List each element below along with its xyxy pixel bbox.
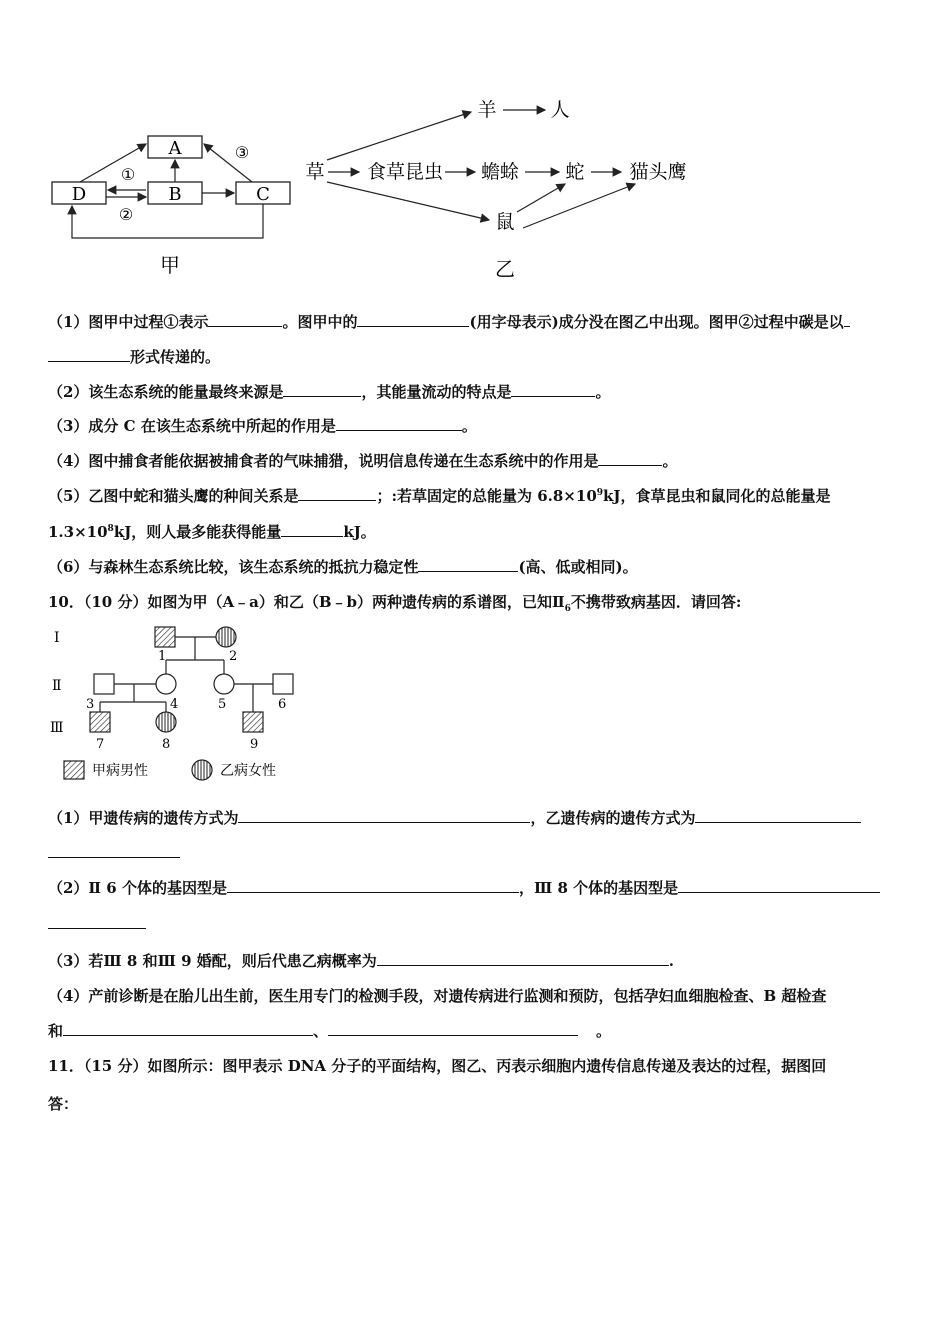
q10-part1-line1 [48,808,861,828]
individual-3-male [94,674,114,694]
arrow-grass-mouse [327,182,489,220]
label-7: 7 [96,737,105,752]
legend-male-label: 甲病男性 [92,763,148,779]
q9-part1-line2 [48,347,220,367]
q10-p4a: （4）产前诊断是在胎儿出生前，医生用专门的检测手段，对遗传病进行监测和预防，包括孕妇血细胞检查、B 超检查 [48,987,827,1005]
q10-p4c: 、 [313,1022,329,1040]
figure-yi [295,88,715,283]
generation-3: Ⅲ [50,720,64,736]
blank[interactable] [336,416,462,431]
individual-2-affected-female [216,627,236,647]
q9-p1b: 。图甲中的 [282,313,358,331]
label-8: 8 [162,737,171,752]
q10-p3a: （3）若Ⅲ 8 和Ⅲ 9 婚配，则后代患乙病概率为 [48,952,377,970]
arrow-grass-sheep [327,112,471,160]
q9-part3 [48,416,477,436]
q11-text-1: 11．（15 分）如图所示：图甲表示 DNA 分子的平面结构，图乙、丙表示细胞内遗传信息传递及表达的过程，据图回 [48,1057,827,1075]
q9-p3b: 。 [461,417,477,435]
q9-p4a: （4）图中捕食者能依据被捕食者的气味捕猎，说明信息传递在生态系统中的作用是 [48,452,599,470]
q9-p1a: （1）图甲中过程①表示 [48,313,209,331]
blank[interactable] [695,808,861,823]
legend-male-swatch [64,761,84,779]
label-9: 9 [250,737,259,752]
individual-1-affected-male [155,627,175,647]
q10-p3b: . [668,952,674,970]
q9-part1-line1 [48,312,850,332]
q10-part2-line1 [48,878,880,898]
q9-p6a: （6）与森林生态系统比较，该生态系统的抵抗力稳定性 [48,558,419,576]
process-label-1: ① [120,165,136,184]
q9-p2c: 。 [595,383,611,401]
q10-part1-line2 [48,843,180,863]
q10-p4d: 。 [596,1022,612,1040]
q9-p5f: kJ。 [343,523,376,541]
individual-5-female [214,674,234,694]
q9-part5-line2 [48,522,376,542]
blank[interactable] [598,451,662,466]
blank[interactable] [238,808,530,823]
blank[interactable] [328,1021,578,1036]
label-2: 2 [229,649,238,664]
q9-part4 [48,451,677,471]
figure-jia [40,120,310,280]
food-web-human: 人 [550,99,570,121]
q9-p5c: kJ，食草昆虫和鼠同化的总能量是 [603,487,831,505]
label-4: 4 [170,697,179,712]
q9-p4b: 。 [662,452,678,470]
blank[interactable] [418,557,518,572]
process-label-3: ③ [234,143,250,162]
q9-p1c: (用字母表示)成分没在图乙中出现。图甲②过程中碳是以 [469,313,844,331]
blank[interactable] [48,914,146,929]
blank[interactable] [63,1021,313,1036]
caption-yi: 乙 [495,257,515,281]
label-1: 1 [158,649,167,664]
food-web-grass: 草 [305,161,325,183]
arrow-d-to-a [80,144,146,182]
generation-1: Ⅰ [54,630,60,646]
q9-p2a: （2）该生态系统的能量最终来源是 [48,383,284,401]
food-web-insect: 食草昆虫 [366,161,444,183]
blank[interactable] [844,312,850,327]
q10-part4-line2 [48,1021,611,1041]
q9-p1d: 形式传递的。 [130,348,221,366]
q9-p3a: （3）成分 C 在该生态系统中所起的作用是 [48,417,336,435]
q10-part2-line2 [48,914,146,934]
q10-p2b: ，Ⅲ 8 个体的基因型是 [518,879,679,897]
blank[interactable] [377,951,669,966]
blank[interactable] [298,486,376,501]
food-web-toad: 蟾蜍 [480,161,520,183]
q11-text-2: 答： [48,1095,79,1113]
q10-header-b: 不携带致病基因．请回答: [570,593,742,611]
q9-p2b: ，其能量流动的特点是 [361,383,512,401]
label-3: 3 [86,697,95,712]
individual-9-affected-male [243,712,263,732]
q10-part3 [48,951,674,971]
blank[interactable] [208,312,282,327]
food-web-sheep: 羊 [477,99,497,121]
blank[interactable] [281,522,343,537]
caption-jia: 甲 [160,253,180,277]
q11-line2 [48,1094,78,1114]
node-a: A [168,138,182,159]
blank[interactable] [48,347,130,362]
q10-p1a: （1）甲遗传病的遗传方式为 [48,809,239,827]
q10-header-a: 10．（10 分）如图为甲（A﹣a）和乙（B﹣b）两种遗传病的系谱图，已知Ⅱ [48,593,565,611]
pedigree-chart [44,618,314,788]
q10-p4b: 和 [48,1022,64,1040]
q10-header-sub: 6 [564,604,571,614]
individual-4-female [156,674,176,694]
q9-p5b: ；:若草固定的总能量为 6.8×10 [376,487,597,505]
arrow-mouse-snake [517,184,565,212]
arrow-mouse-owl [523,184,635,228]
q9-p5d: 1.3×10 [48,523,108,541]
individual-6-male [273,674,293,694]
food-web-mouse: 鼠 [495,211,515,233]
generation-2: Ⅱ [52,678,62,694]
q10-part4-line1 [48,986,826,1006]
legend-female-label: 乙病女性 [220,763,276,779]
q11-line1 [48,1056,826,1076]
food-web-owl: 猫头鹰 [629,161,687,183]
q9-p5a: （5）乙图中蛇和猫头鹰的种间关系是 [48,487,299,505]
arrow-c-to-d-loop [72,204,263,238]
blank[interactable] [48,843,180,858]
q9-p6b: (高、低或相同)。 [518,558,638,576]
blank[interactable] [357,312,469,327]
q10-p1b: ，乙遗传病的遗传方式为 [530,809,696,827]
q9-part6 [48,557,638,577]
blank[interactable] [678,878,880,893]
label-6: 6 [278,697,287,712]
q9-exp2: 8 [107,524,114,534]
q9-part2 [48,382,610,402]
node-d: D [71,184,87,205]
individual-7-affected-male [90,712,110,732]
q9-part5-line1 [48,486,831,506]
blank[interactable] [227,878,519,893]
label-5: 5 [218,697,227,712]
q9-p5e: kJ，则人最多能获得能量 [113,523,282,541]
q10-header [48,592,741,612]
food-web-snake: 蛇 [565,161,585,183]
blank[interactable] [511,382,595,397]
process-label-2: ② [118,205,134,224]
node-c: C [256,184,270,205]
individual-8-affected-female [156,712,176,732]
q10-p2a: （2）Ⅱ 6 个体的基因型是 [48,879,227,897]
blank[interactable] [283,382,361,397]
node-b: B [168,184,182,205]
legend-female-swatch [192,760,212,780]
q9-exp1: 9 [596,488,604,498]
